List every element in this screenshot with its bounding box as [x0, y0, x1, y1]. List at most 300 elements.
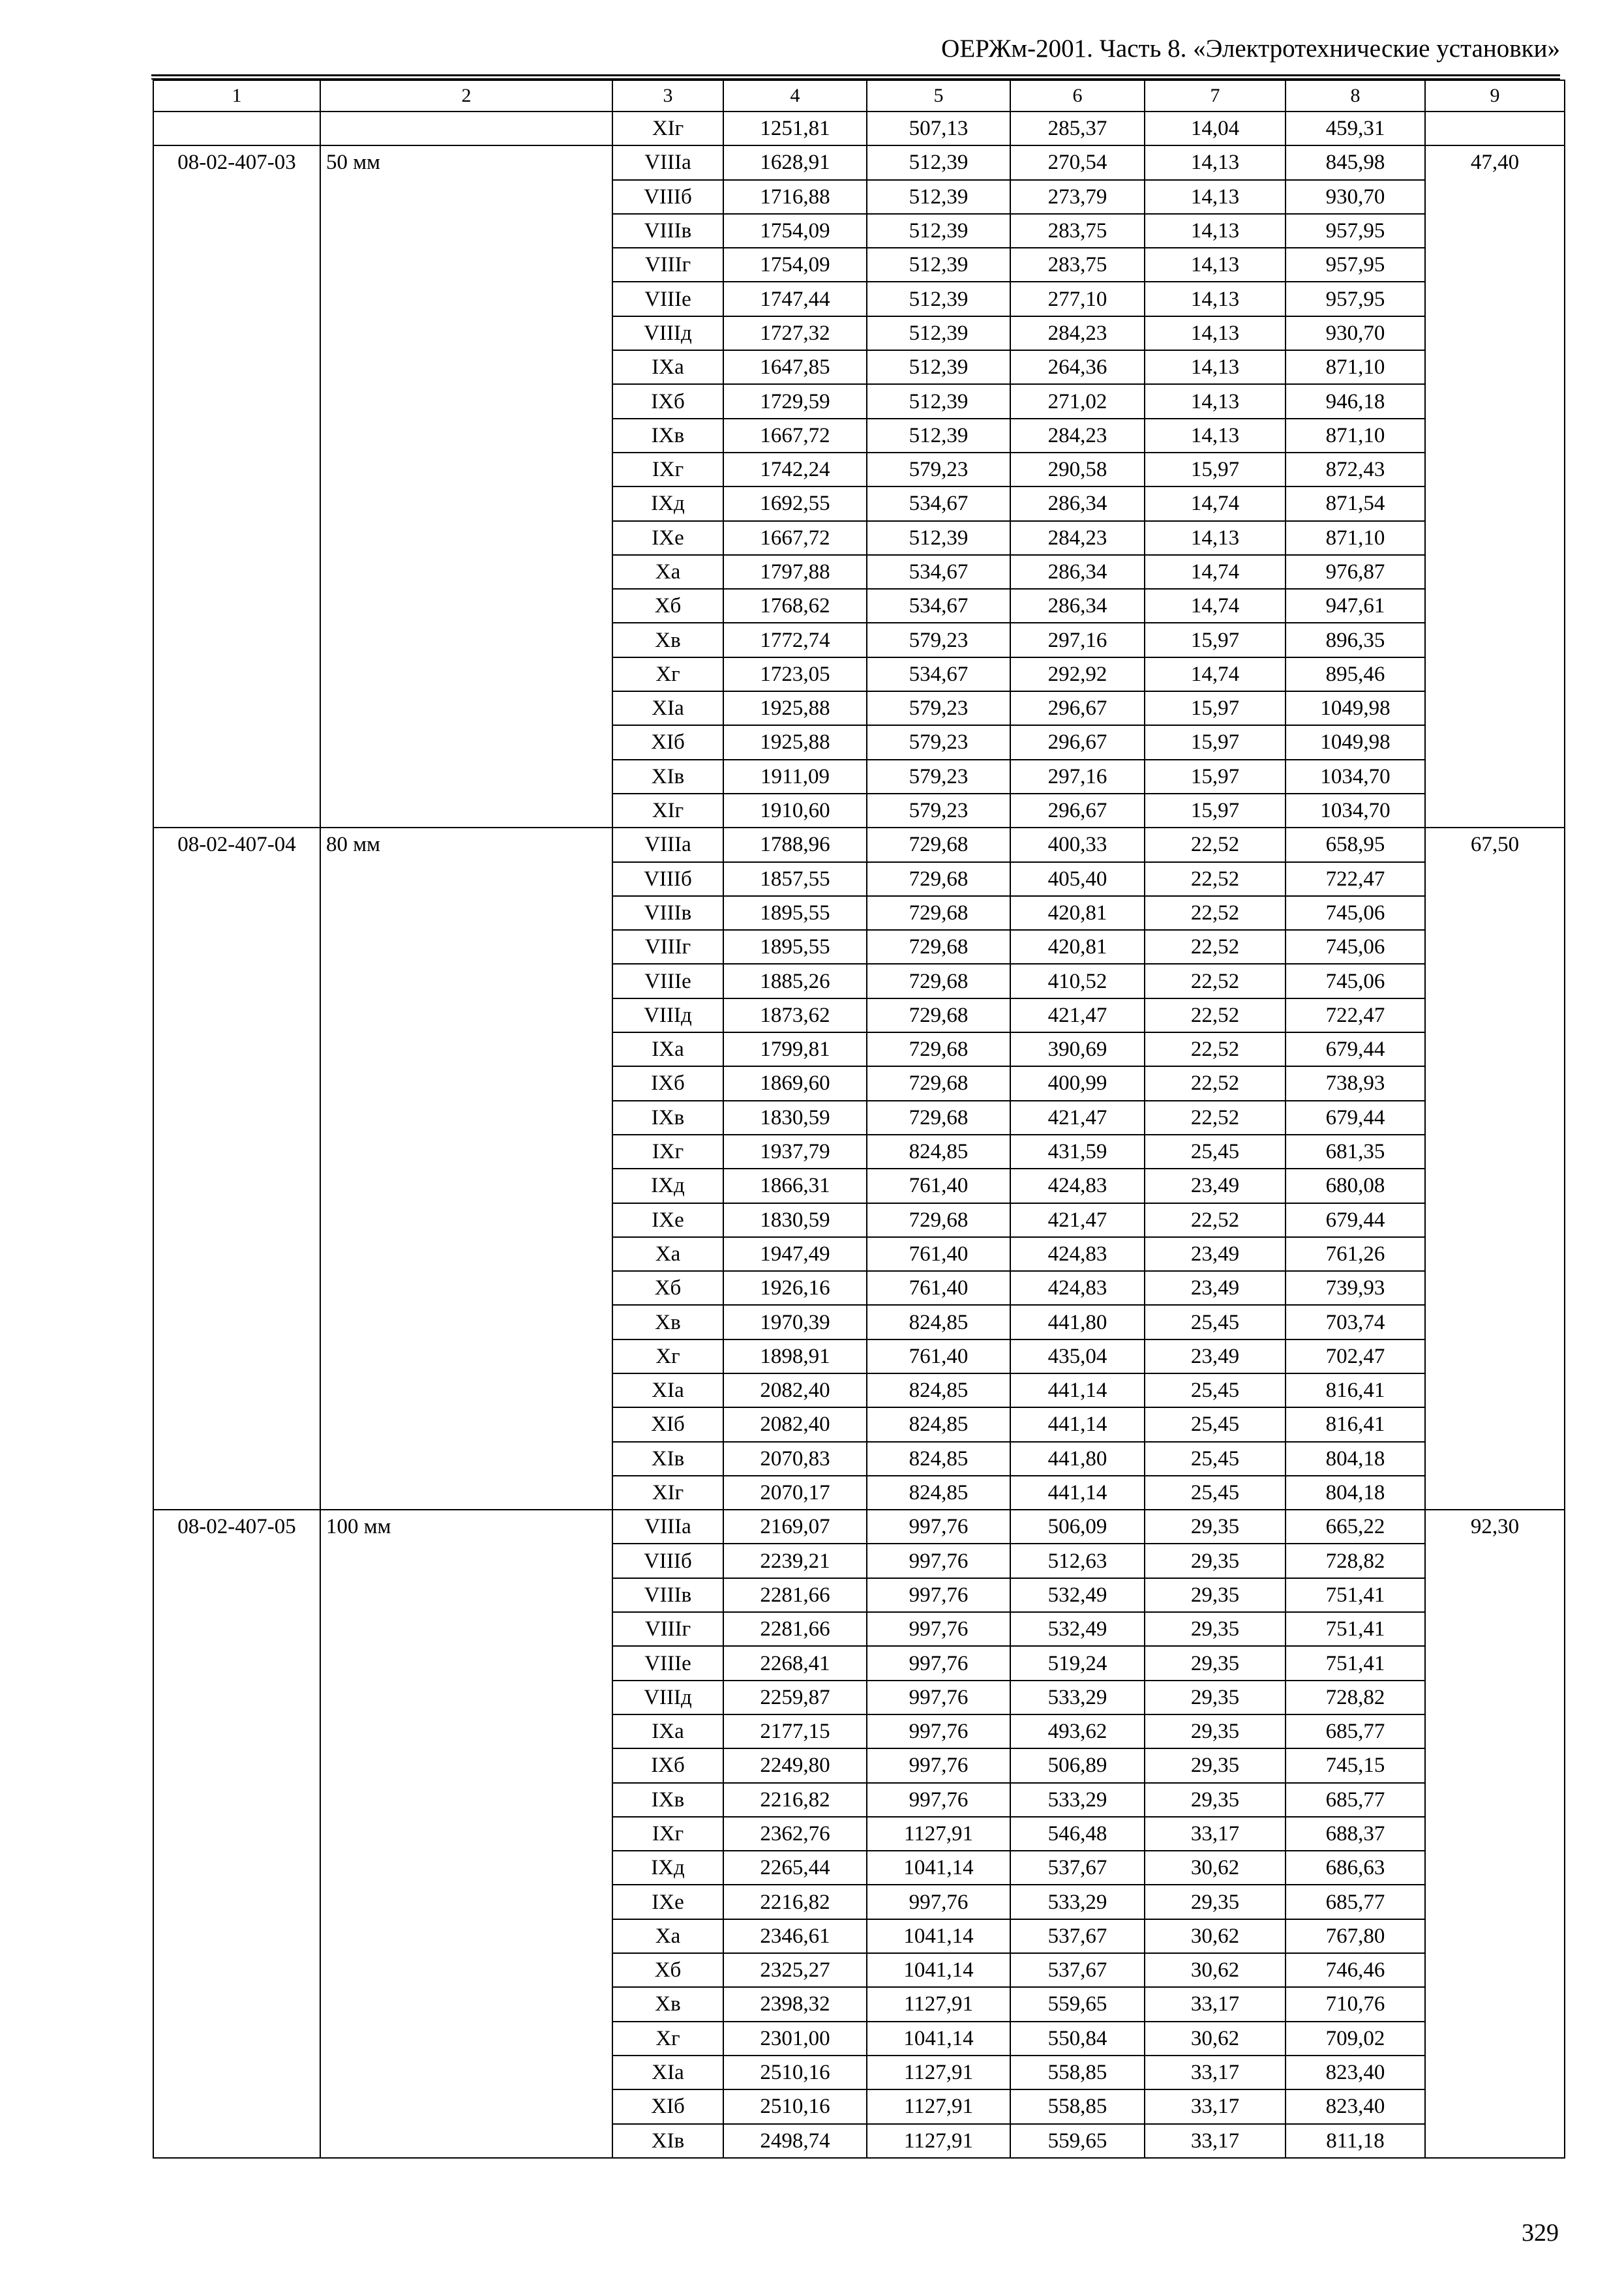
value-cell: 284,23: [1010, 419, 1145, 453]
voltage-class-cell: IXг: [612, 453, 723, 486]
value-cell: 506,09: [1010, 1510, 1145, 1544]
value-cell: 729,68: [867, 828, 1010, 861]
value-cell: 1034,70: [1286, 794, 1425, 828]
value-cell: 2301,00: [723, 2022, 867, 2056]
value-cell: 1747,44: [723, 282, 867, 316]
voltage-class-cell: VIIIд: [612, 1681, 723, 1714]
value-cell: 2498,74: [723, 2124, 867, 2158]
value-cell: 33,17: [1145, 1987, 1286, 2021]
value-cell: 761,40: [867, 1271, 1010, 1305]
value-cell: 997,76: [867, 1578, 1010, 1612]
value-cell: 512,39: [867, 248, 1010, 282]
value-cell: 728,82: [1286, 1681, 1425, 1714]
value-cell: 534,67: [867, 657, 1010, 691]
voltage-class-cell: IXа: [612, 1714, 723, 1748]
value-cell: 283,75: [1010, 248, 1145, 282]
value-cell: 1041,14: [867, 1851, 1010, 1885]
voltage-class-cell: Xб: [612, 1953, 723, 1987]
value-cell: 745,06: [1286, 964, 1425, 998]
value-cell: 681,35: [1286, 1135, 1425, 1169]
value-cell: 22,52: [1145, 998, 1286, 1032]
value-cell: 512,39: [867, 180, 1010, 214]
value-cell: 14,13: [1145, 180, 1286, 214]
value-cell: 297,16: [1010, 760, 1145, 794]
value-cell: 710,76: [1286, 1987, 1425, 2021]
value-cell: 816,41: [1286, 1373, 1425, 1407]
value-cell: 579,23: [867, 760, 1010, 794]
value-cell: 22,52: [1145, 1066, 1286, 1100]
voltage-class-cell: IXд: [612, 1169, 723, 1203]
value-cell: 29,35: [1145, 1510, 1286, 1544]
pipe-size-cell: 80 мм: [320, 828, 612, 1510]
voltage-class-cell: Xг: [612, 1339, 723, 1373]
value-cell: 1647,85: [723, 350, 867, 384]
value-cell: 1628,91: [723, 145, 867, 179]
mass-cell: 92,30: [1425, 1510, 1565, 2158]
value-cell: 421,47: [1010, 1101, 1145, 1135]
column-number-cell: 4: [723, 80, 867, 112]
voltage-class-cell: IXв: [612, 1783, 723, 1817]
voltage-class-cell: VIIIв: [612, 214, 723, 248]
value-cell: 729,68: [867, 1203, 1010, 1237]
rate-code-cell: 08-02-407-03: [153, 145, 320, 828]
value-cell: 896,35: [1286, 623, 1425, 657]
voltage-class-cell: VIIIе: [612, 964, 723, 998]
continuation-row: [153, 112, 1565, 145]
value-cell: 533,29: [1010, 1681, 1145, 1714]
value-cell: 1716,88: [723, 180, 867, 214]
value-cell: 558,85: [1010, 2056, 1145, 2089]
voltage-class-cell: XIв: [612, 760, 723, 794]
value-cell: 895,46: [1286, 657, 1425, 691]
value-cell: 751,41: [1286, 1578, 1425, 1612]
mass-cell: 47,40: [1425, 145, 1565, 828]
voltage-class-cell: Xа: [612, 1919, 723, 1953]
value-cell: 1857,55: [723, 862, 867, 896]
voltage-class-cell: VIIIе: [612, 1646, 723, 1680]
value-cell: 2398,32: [723, 1987, 867, 2021]
voltage-class-cell: IXе: [612, 521, 723, 555]
value-cell: 2362,76: [723, 1817, 867, 1851]
value-cell: 277,10: [1010, 282, 1145, 316]
table-row: [153, 828, 1565, 861]
value-cell: 1925,88: [723, 725, 867, 759]
value-cell: 519,24: [1010, 1646, 1145, 1680]
value-cell: 997,76: [867, 1748, 1010, 1782]
value-cell: 537,67: [1010, 1953, 1145, 1987]
voltage-class-cell: XIа: [612, 2056, 723, 2089]
voltage-class-cell: XIб: [612, 1407, 723, 1441]
value-cell: 2082,40: [723, 1407, 867, 1441]
value-cell: 930,70: [1286, 316, 1425, 350]
value-cell: 22,52: [1145, 964, 1286, 998]
value-cell: 25,45: [1145, 1476, 1286, 1510]
value-cell: 30,62: [1145, 1953, 1286, 1987]
value-cell: 512,39: [867, 350, 1010, 384]
value-cell: 283,75: [1010, 214, 1145, 248]
column-number-cell: 8: [1286, 80, 1425, 112]
value-cell: 679,44: [1286, 1203, 1425, 1237]
value-cell: 2216,82: [723, 1885, 867, 1919]
value-cell: 29,35: [1145, 1578, 1286, 1612]
value-cell: 579,23: [867, 725, 1010, 759]
value-cell: 435,04: [1010, 1339, 1145, 1373]
value-cell: 1667,72: [723, 521, 867, 555]
value-cell: 14,13: [1145, 521, 1286, 555]
value-cell: 679,44: [1286, 1101, 1425, 1135]
value-cell: 33,17: [1145, 2124, 1286, 2158]
value-cell: 512,39: [867, 214, 1010, 248]
value-cell: 290,58: [1010, 453, 1145, 486]
value-cell: 534,67: [867, 555, 1010, 589]
value-cell: 2082,40: [723, 1373, 867, 1407]
value-cell: 537,67: [1010, 1919, 1145, 1953]
value-cell: 15,97: [1145, 623, 1286, 657]
value-cell: 424,83: [1010, 1237, 1145, 1271]
value-cell: 512,39: [867, 384, 1010, 418]
voltage-class-cell: XIб: [612, 725, 723, 759]
value-cell: 286,34: [1010, 486, 1145, 520]
value-cell: 25,45: [1145, 1407, 1286, 1441]
value-cell: 558,85: [1010, 2089, 1145, 2123]
value-cell: 957,95: [1286, 282, 1425, 316]
voltage-class-cell: Xв: [612, 623, 723, 657]
value-cell: 686,63: [1286, 1851, 1425, 1885]
value-cell: 534,67: [867, 486, 1010, 520]
voltage-class-cell: IXа: [612, 1032, 723, 1066]
value-cell: 296,67: [1010, 794, 1145, 828]
value-cell: 424,83: [1010, 1169, 1145, 1203]
value-cell: 534,67: [867, 589, 1010, 623]
value-cell: 1926,16: [723, 1271, 867, 1305]
value-cell: 1937,79: [723, 1135, 867, 1169]
value-cell: 1127,91: [867, 2089, 1010, 2123]
rates-table: [153, 80, 1565, 2159]
value-cell: 296,67: [1010, 725, 1145, 759]
value-cell: 512,39: [867, 419, 1010, 453]
value-cell: 997,76: [867, 1783, 1010, 1817]
value-cell: 29,35: [1145, 1612, 1286, 1646]
value-cell: 1041,14: [867, 1919, 1010, 1953]
value-cell: 559,65: [1010, 2124, 1145, 2158]
value-cell: 2070,83: [723, 1442, 867, 1476]
size-cell-empty: [320, 112, 612, 145]
value-cell: 400,33: [1010, 828, 1145, 861]
value-cell: 506,89: [1010, 1748, 1145, 1782]
value-cell: 1041,14: [867, 2022, 1010, 2056]
value-cell: 824,85: [867, 1442, 1010, 1476]
value-cell: 2239,21: [723, 1544, 867, 1578]
voltage-class-cell: IXв: [612, 1101, 723, 1135]
value-cell: 767,80: [1286, 1919, 1425, 1953]
value-cell: 679,44: [1286, 1032, 1425, 1066]
value-cell: 1742,24: [723, 453, 867, 486]
value-cell: 729,68: [867, 862, 1010, 896]
value-cell: 2281,66: [723, 1612, 867, 1646]
value-cell: 1034,70: [1286, 760, 1425, 794]
value-cell: 729,68: [867, 1032, 1010, 1066]
value-cell: 512,39: [867, 316, 1010, 350]
value-cell: 14,74: [1145, 486, 1286, 520]
value-cell: 761,40: [867, 1169, 1010, 1203]
rate-code-cell: 08-02-407-04: [153, 828, 320, 1510]
value-cell: 1692,55: [723, 486, 867, 520]
value-cell: 680,08: [1286, 1169, 1425, 1203]
value-cell: 930,70: [1286, 180, 1425, 214]
value-cell: 22,52: [1145, 828, 1286, 861]
value-cell: 23,49: [1145, 1339, 1286, 1373]
value-cell: 871,54: [1286, 486, 1425, 520]
value-cell: 420,81: [1010, 930, 1145, 964]
voltage-class-cell: XIб: [612, 2089, 723, 2123]
value-cell: 29,35: [1145, 1748, 1286, 1782]
column-number-cell: 6: [1010, 80, 1145, 112]
value-cell: 1869,60: [723, 1066, 867, 1100]
voltage-class-cell: Xб: [612, 589, 723, 623]
value-cell: 997,76: [867, 1681, 1010, 1714]
value-cell: 33,17: [1145, 1817, 1286, 1851]
value-cell: 685,77: [1286, 1783, 1425, 1817]
value-cell: 390,69: [1010, 1032, 1145, 1066]
value-cell: 296,67: [1010, 691, 1145, 725]
table-row: [153, 1510, 1565, 1544]
value-cell: 976,87: [1286, 555, 1425, 589]
value-cell: 1911,09: [723, 760, 867, 794]
value-cell: 1866,31: [723, 1169, 867, 1203]
value-cell: 25,45: [1145, 1135, 1286, 1169]
value-cell: 23,49: [1145, 1237, 1286, 1271]
voltage-class-cell: VIIIв: [612, 1578, 723, 1612]
value-cell: 14,74: [1145, 589, 1286, 623]
value-cell: 1729,59: [723, 384, 867, 418]
value-cell: 25,45: [1145, 1442, 1286, 1476]
voltage-class-cell: Xа: [612, 555, 723, 589]
value-cell: 824,85: [867, 1373, 1010, 1407]
value-cell: 761,40: [867, 1237, 1010, 1271]
value-cell: 559,65: [1010, 1987, 1145, 2021]
value-cell: 1251,81: [723, 112, 867, 145]
value-cell: 512,39: [867, 282, 1010, 316]
voltage-class-cell: XIг: [612, 794, 723, 828]
value-cell: 824,85: [867, 1135, 1010, 1169]
value-cell: 1895,55: [723, 896, 867, 930]
value-cell: 14,13: [1145, 384, 1286, 418]
header-rule: [151, 74, 1560, 76]
value-cell: 410,52: [1010, 964, 1145, 998]
value-cell: 729,68: [867, 930, 1010, 964]
value-cell: 2265,44: [723, 1851, 867, 1885]
value-cell: 23,49: [1145, 1169, 1286, 1203]
voltage-class-cell: VIIIа: [612, 145, 723, 179]
voltage-class-cell: Xв: [612, 1305, 723, 1339]
voltage-class-cell: Xв: [612, 1987, 723, 2021]
mass-cell-empty: [1425, 112, 1565, 145]
value-cell: 745,15: [1286, 1748, 1425, 1782]
value-cell: 751,41: [1286, 1646, 1425, 1680]
value-cell: 845,98: [1286, 145, 1425, 179]
value-cell: 546,48: [1010, 1817, 1145, 1851]
voltage-class-cell: VIIIе: [612, 282, 723, 316]
value-cell: 25,45: [1145, 1373, 1286, 1407]
value-cell: 658,95: [1286, 828, 1425, 861]
value-cell: 1947,49: [723, 1237, 867, 1271]
value-cell: 871,10: [1286, 419, 1425, 453]
value-cell: 1788,96: [723, 828, 867, 861]
value-cell: 872,43: [1286, 453, 1425, 486]
value-cell: 30,62: [1145, 2022, 1286, 2056]
value-cell: 957,95: [1286, 248, 1425, 282]
rate-code-cell: 08-02-407-05: [153, 1510, 320, 2158]
value-cell: 1873,62: [723, 998, 867, 1032]
value-cell: 824,85: [867, 1476, 1010, 1510]
value-cell: 512,63: [1010, 1544, 1145, 1578]
value-cell: 25,45: [1145, 1305, 1286, 1339]
value-cell: 1049,98: [1286, 725, 1425, 759]
value-cell: 997,76: [867, 1510, 1010, 1544]
value-cell: 1754,09: [723, 248, 867, 282]
value-cell: 2325,27: [723, 1953, 867, 1987]
value-cell: 2259,87: [723, 1681, 867, 1714]
value-cell: 29,35: [1145, 1544, 1286, 1578]
value-cell: 441,14: [1010, 1407, 1145, 1441]
value-cell: 1910,60: [723, 794, 867, 828]
voltage-class-cell: IXе: [612, 1885, 723, 1919]
voltage-class-cell: VIIIа: [612, 828, 723, 861]
value-cell: 2510,16: [723, 2056, 867, 2089]
value-cell: 29,35: [1145, 1681, 1286, 1714]
voltage-class-cell: VIIIг: [612, 930, 723, 964]
value-cell: 804,18: [1286, 1442, 1425, 1476]
value-cell: 1830,59: [723, 1203, 867, 1237]
value-cell: 1127,91: [867, 2124, 1010, 2158]
voltage-class-cell: IXв: [612, 419, 723, 453]
voltage-class-cell: Xб: [612, 1271, 723, 1305]
value-cell: 33,17: [1145, 2056, 1286, 2089]
value-cell: 286,34: [1010, 589, 1145, 623]
voltage-class-cell: VIIIб: [612, 862, 723, 896]
value-cell: 2169,07: [723, 1510, 867, 1544]
value-cell: 2249,80: [723, 1748, 867, 1782]
value-cell: 1772,74: [723, 623, 867, 657]
value-cell: 871,10: [1286, 521, 1425, 555]
value-cell: 579,23: [867, 623, 1010, 657]
value-cell: 14,13: [1145, 214, 1286, 248]
value-cell: 722,47: [1286, 998, 1425, 1032]
value-cell: 804,18: [1286, 1476, 1425, 1510]
value-cell: 957,95: [1286, 214, 1425, 248]
value-cell: 579,23: [867, 794, 1010, 828]
value-cell: 824,85: [867, 1407, 1010, 1441]
value-cell: 1049,98: [1286, 691, 1425, 725]
value-cell: 1768,62: [723, 589, 867, 623]
mass-cell: 67,50: [1425, 828, 1565, 1510]
value-cell: 688,37: [1286, 1817, 1425, 1851]
value-cell: 431,59: [1010, 1135, 1145, 1169]
value-cell: 14,74: [1145, 555, 1286, 589]
value-cell: 33,17: [1145, 2089, 1286, 2123]
value-cell: 14,74: [1145, 657, 1286, 691]
value-cell: 537,67: [1010, 1851, 1145, 1885]
value-cell: 997,76: [867, 1544, 1010, 1578]
value-cell: 424,83: [1010, 1271, 1145, 1305]
value-cell: 729,68: [867, 1101, 1010, 1135]
value-cell: 751,41: [1286, 1612, 1425, 1646]
value-cell: 30,62: [1145, 1851, 1286, 1885]
value-cell: 270,54: [1010, 145, 1145, 179]
voltage-class-cell: VIIIг: [612, 1612, 723, 1646]
value-cell: 1830,59: [723, 1101, 867, 1135]
value-cell: 264,36: [1010, 350, 1145, 384]
value-cell: 946,18: [1286, 384, 1425, 418]
value-cell: 745,06: [1286, 930, 1425, 964]
value-cell: 29,35: [1145, 1646, 1286, 1680]
value-cell: 441,80: [1010, 1305, 1145, 1339]
value-cell: 1970,39: [723, 1305, 867, 1339]
value-cell: 1667,72: [723, 419, 867, 453]
value-cell: 286,34: [1010, 555, 1145, 589]
voltage-class-cell: XIв: [612, 2124, 723, 2158]
value-cell: 824,85: [867, 1305, 1010, 1339]
voltage-class-cell: IXб: [612, 384, 723, 418]
value-cell: 14,13: [1145, 248, 1286, 282]
value-cell: 2346,61: [723, 1919, 867, 1953]
value-cell: 738,93: [1286, 1066, 1425, 1100]
value-cell: 297,16: [1010, 623, 1145, 657]
value-cell: 285,37: [1010, 112, 1145, 145]
value-cell: 273,79: [1010, 180, 1145, 214]
value-cell: 1723,05: [723, 657, 867, 691]
value-cell: 441,14: [1010, 1476, 1145, 1510]
value-cell: 512,39: [867, 145, 1010, 179]
voltage-class-cell: VIIIг: [612, 248, 723, 282]
value-cell: 2268,41: [723, 1646, 867, 1680]
value-cell: 22,52: [1145, 1101, 1286, 1135]
value-cell: 459,31: [1286, 112, 1425, 145]
value-cell: 29,35: [1145, 1885, 1286, 1919]
value-cell: 2510,16: [723, 2089, 867, 2123]
value-cell: 550,84: [1010, 2022, 1145, 2056]
voltage-class-cell: Xг: [612, 657, 723, 691]
value-cell: 745,06: [1286, 896, 1425, 930]
value-cell: 2281,66: [723, 1578, 867, 1612]
value-cell: 421,47: [1010, 998, 1145, 1032]
value-cell: 533,29: [1010, 1885, 1145, 1919]
value-cell: 441,80: [1010, 1442, 1145, 1476]
value-cell: 15,97: [1145, 794, 1286, 828]
voltage-class-cell: IXе: [612, 1203, 723, 1237]
voltage-class-cell: Xг: [612, 2022, 723, 2056]
value-cell: 728,82: [1286, 1544, 1425, 1578]
voltage-class-cell: XIг: [612, 112, 723, 145]
page-header: ОЕРЖм-2001. Часть 8. «Электротехнические установки»: [941, 35, 1560, 63]
value-cell: 22,52: [1145, 930, 1286, 964]
value-cell: 1127,91: [867, 1817, 1010, 1851]
voltage-class-cell: IXг: [612, 1817, 723, 1851]
value-cell: 14,13: [1145, 316, 1286, 350]
voltage-class-cell: IXд: [612, 1851, 723, 1885]
value-cell: 1898,91: [723, 1339, 867, 1373]
value-cell: 14,13: [1145, 282, 1286, 316]
value-cell: 400,99: [1010, 1066, 1145, 1100]
voltage-class-cell: IXб: [612, 1748, 723, 1782]
value-cell: 816,41: [1286, 1407, 1425, 1441]
value-cell: 29,35: [1145, 1783, 1286, 1817]
voltage-class-cell: XIв: [612, 1442, 723, 1476]
value-cell: 2216,82: [723, 1783, 867, 1817]
value-cell: 703,74: [1286, 1305, 1425, 1339]
value-cell: 284,23: [1010, 316, 1145, 350]
voltage-class-cell: VIIIб: [612, 1544, 723, 1578]
